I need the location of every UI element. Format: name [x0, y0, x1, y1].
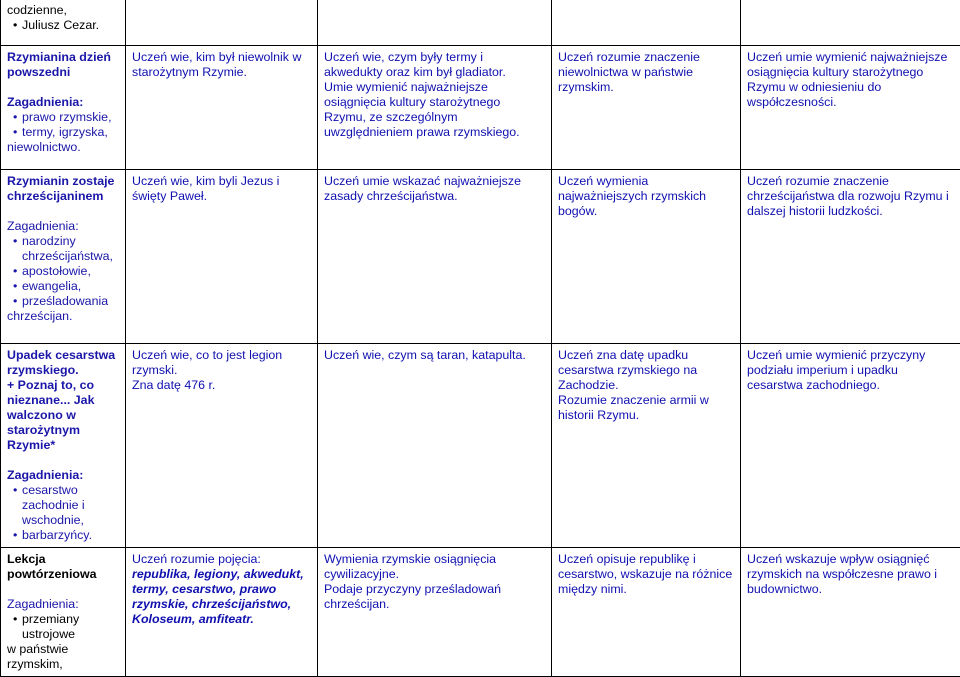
table-row [1, 46, 960, 170]
topic-tail: niewolnictwo. [7, 140, 119, 155]
requirement-text: Umie wymienić najważniejsze osiągnięcia kultury starożytnego Rzymu, ze szczególnym uwzględnieniem prawa rzymskiego. [324, 80, 545, 140]
level-cell-4 [741, 548, 960, 677]
requirement-text: Uczeń wie, czym były termy i akwedukty oraz kim był gladiator. [324, 50, 545, 80]
topic-cell [1, 46, 126, 170]
level-cell-2 [318, 0, 552, 46]
level-cell-3 [552, 344, 741, 548]
level-cell-1 [126, 170, 318, 344]
level-cell-4 [741, 170, 960, 344]
level-cell-3 [552, 46, 741, 170]
level-cell-2 [318, 170, 552, 344]
topic-cell [1, 548, 126, 677]
list-item: • termy, igrzyska, [15, 125, 119, 140]
requirement-text: Uczeń umie wskazać najważniejsze zasady chrześcijaństwa. [324, 174, 521, 203]
level-cell-1 [126, 548, 318, 677]
list-item: • narodziny chrześcijaństwa, [15, 234, 119, 264]
topic-cell [1, 0, 126, 46]
list-item: • cesarstwo zachodnie i wschodnie, [15, 483, 119, 528]
topic-tail: w państwie rzymskim, [7, 642, 119, 672]
topic-items [7, 483, 119, 543]
topic-title: Lekcja powtórzeniowa [7, 552, 119, 582]
topic-text: codzienne, [7, 3, 119, 18]
level-cell-2 [318, 548, 552, 677]
level-cell-4 [741, 344, 960, 548]
requirement-text: Uczeń wie, czym są taran, katapulta. [324, 348, 526, 362]
level-cell-2 [318, 46, 552, 170]
list-item: • ewangelia, [15, 279, 119, 294]
level-cell-3 [552, 548, 741, 677]
level-cell-4 [741, 0, 960, 46]
requirement-text: Rozumie znaczenie armii w historii Rzymu. [558, 393, 734, 423]
requirement-text: Uczeń rozumie pojęcia: [132, 552, 261, 566]
level-cell-1 [126, 0, 318, 46]
topic-cell [1, 170, 126, 344]
level-cell-3 [552, 170, 741, 344]
table-row [1, 344, 960, 548]
topic-items [7, 18, 119, 33]
requirement-text: Zna datę 476 r. [132, 378, 311, 393]
requirement-text: Uczeń umie wymienić najważniejsze osiągnięcia kultury starożytnego Rzymu w odniesieniu do współczesności. [747, 50, 947, 109]
topic-extra: + Poznaj to, co nieznane... Jak walczono w starożytnym Rzymie* [7, 378, 119, 453]
topic-items [7, 612, 119, 642]
table-row [1, 170, 960, 344]
requirement-text: Uczeń wie, kim byli Jezus i święty Paweł. [132, 174, 279, 203]
table-row [1, 0, 960, 46]
list-item: • przemiany ustrojowe [15, 612, 119, 642]
topic-title: Rzymianin zostaje chrześcijaninem [7, 174, 119, 204]
key-terms: republika, legiony, akwedukt, termy, cesarstwo, prawo rzymskie, chrześcijaństwo, Koloseum, amfiteatr. [132, 567, 304, 626]
requirement-text: Uczeń wymienia najważniejszych rzymskich bogów. [558, 174, 706, 218]
topic-items [7, 110, 119, 140]
level-cell-3 [552, 0, 741, 46]
topic-items [7, 234, 119, 309]
requirement-text: Uczeń wskazuje wpływ osiągnięć rzymskich na współczesne prawo i budownictwo. [747, 552, 937, 596]
requirement-text: Uczeń rozumie znaczenie chrześcijaństwa dla rozwoju Rzymu i dalszej historii ludzkości. [747, 174, 949, 218]
zagadnienia-label: Zagadnienia: [7, 468, 119, 483]
requirement-text: Uczeń wie, co to jest legion rzymski. [132, 348, 311, 378]
list-item: • barbarzyńcy. [15, 528, 119, 543]
requirement-text: Uczeń wie, kim był niewolnik w starożytnym Rzymie. [132, 50, 301, 79]
requirement-text: Uczeń rozumie znaczenie niewolnictwa w państwie rzymskim. [558, 50, 700, 94]
topic-title: Upadek cesarstwa rzymskiego. [7, 348, 119, 378]
zagadnienia-label: Zagadnienia: [7, 95, 119, 110]
level-cell-4 [741, 46, 960, 170]
topic-title: Rzymianina dzień powszedni [7, 50, 119, 80]
topic-tail: chrześcijan. [7, 309, 119, 324]
requirement-text: Uczeń umie wymienić przyczyny podziału imperium i upadku cesarstwa zachodniego. [747, 348, 925, 392]
requirement-text: Wymienia rzymskie osiągnięcia cywilizacyjne. [324, 552, 545, 582]
level-cell-1 [126, 46, 318, 170]
requirement-text: Podaje przyczyny prześladowań chrześcijan. [324, 582, 545, 612]
list-item: • prawo rzymskie, [15, 110, 119, 125]
zagadnienia-label: Zagadnienia: [7, 597, 119, 612]
zagadnienia-label: Zagadnienia: [7, 219, 119, 234]
list-item: • Juliusz Cezar. [15, 18, 119, 33]
table-row [1, 548, 960, 677]
topic-cell [1, 344, 126, 548]
requirement-text: Uczeń opisuje republikę i cesarstwo, wskazuje na różnice między nimi. [558, 552, 732, 596]
level-cell-1 [126, 344, 318, 548]
requirement-text: Uczeń zna datę upadku cesarstwa rzymskiego na Zachodzie. [558, 348, 734, 393]
list-item: • prześladowania [15, 294, 119, 309]
level-cell-2 [318, 344, 552, 548]
list-item: • apostołowie, [15, 264, 119, 279]
